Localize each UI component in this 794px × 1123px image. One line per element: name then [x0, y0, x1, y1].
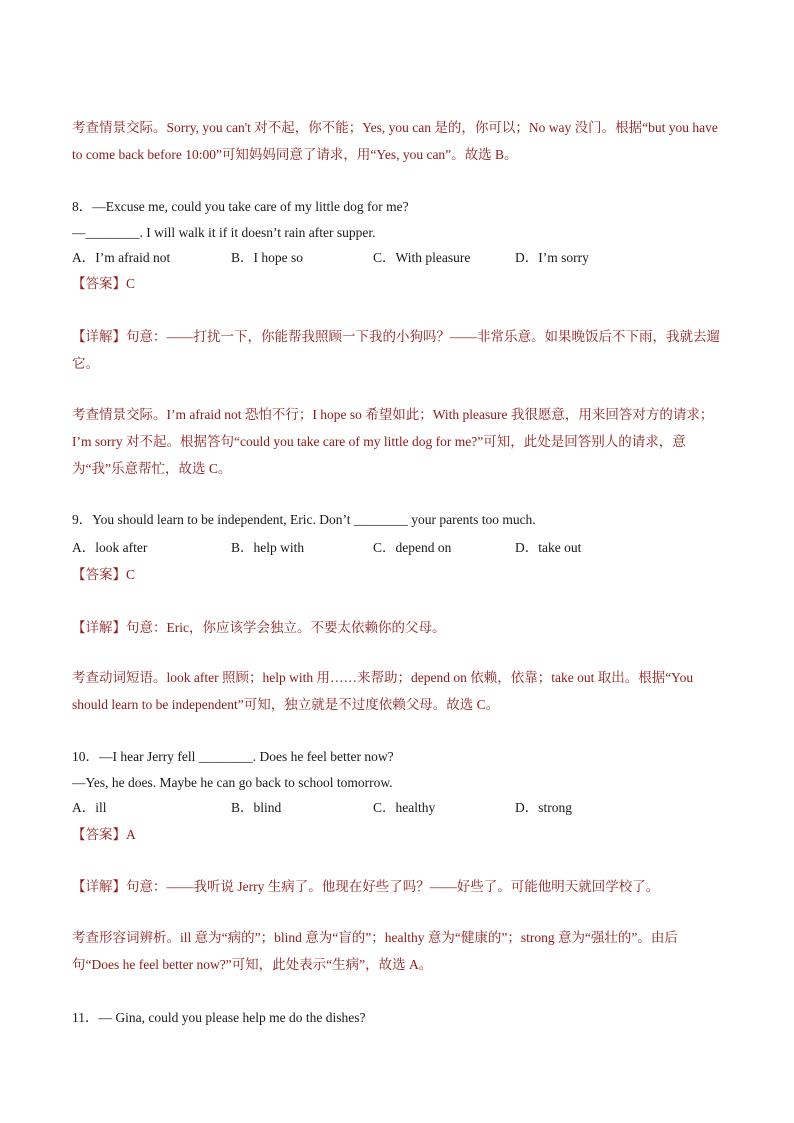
- q9-option-a: A．look after: [72, 540, 148, 555]
- q10-option-c: C．healthy: [373, 800, 436, 815]
- q8-detail: 【详解】句意：——打扰一下，你能帮我照顾一下我的小狗吗？——非常乐意。如果晚饭后不下雨，我就去遛它。: [72, 329, 720, 371]
- q9-detail: 【详解】句意：Eric，你应该学会独立。不要太依赖你的父母。: [72, 620, 446, 635]
- q8-option-a: A．I’m afraid not: [72, 250, 171, 265]
- q10-option-d: D．strong: [515, 800, 572, 815]
- q9-question: 9．You should learn to be independent, Eric. Don’t ________ your parents too much.: [72, 512, 536, 527]
- q8-dialogue-line: —________. I will walk it if it doesn’t rain after supper.: [72, 225, 376, 240]
- q9-option-c: C．depend on: [373, 540, 452, 555]
- q10-dialogue-line: —Yes, he does. Maybe he can go back to school tomorrow.: [72, 775, 393, 790]
- q10-option-b: B．blind: [231, 800, 282, 815]
- q10-analysis: 考查形容词辨析。ill 意为“病的”；blind 意为“盲的”；healthy 意为“健康的”；strong 意为“强壮的”。由后句“Does he feel better now?”可知，此处表示“生病”，故选 A。: [72, 930, 678, 972]
- q10-question: 10．—I hear Jerry fell ________. Does he feel better now?: [72, 749, 394, 764]
- q10-answer: 【答案】A: [72, 827, 136, 842]
- q8-answer: 【答案】C: [72, 276, 136, 291]
- q8-question: 8．—Excuse me, could you take care of my little dog for me?: [72, 199, 409, 214]
- q9-analysis: 考查动词短语。look after 照顾；help with 用……来帮助；depend on 依赖，依靠；take out 取出。根据“You should learn to be independent”可知，独立就是不过度依赖父母。故选 C。: [72, 670, 694, 712]
- q11-question: 11．— Gina, could you please help me do the dishes?: [72, 1010, 366, 1025]
- q9-answer: 【答案】C: [72, 567, 136, 582]
- q9-option-d: D．take out: [515, 540, 582, 555]
- q8-option-d: D．I’m sorry: [515, 250, 589, 265]
- q8-option-b: B．I hope so: [231, 250, 303, 265]
- q10-detail: 【详解】句意：——我听说 Jerry 生病了。他现在好些了吗？——好些了。可能他明天就回学校了。: [72, 879, 660, 894]
- q8-option-c: C．With pleasure: [373, 250, 471, 265]
- intro-analysis: 考查情景交际。Sorry, you can't 对不起，你不能；Yes, you can 是的，你可以；No way 没门。根据“but you have to come back before 10:00”可知妈妈同意了请求，用“Yes, you can”。故选 B。: [72, 120, 718, 162]
- q10-option-a: A．ill: [72, 800, 107, 815]
- q9-option-b: B．help with: [231, 540, 305, 555]
- q8-analysis: 考查情景交际。I’m afraid not 恐怕不行；I hope so 希望如此；With pleasure 我很愿意，用来回答对方的请求；I’m sorry 对不起。根据答句“could you take care of my little dog for me?”可知，此处是回答别人的请求，意为“我”乐意帮忙，故选 C。: [72, 407, 714, 476]
